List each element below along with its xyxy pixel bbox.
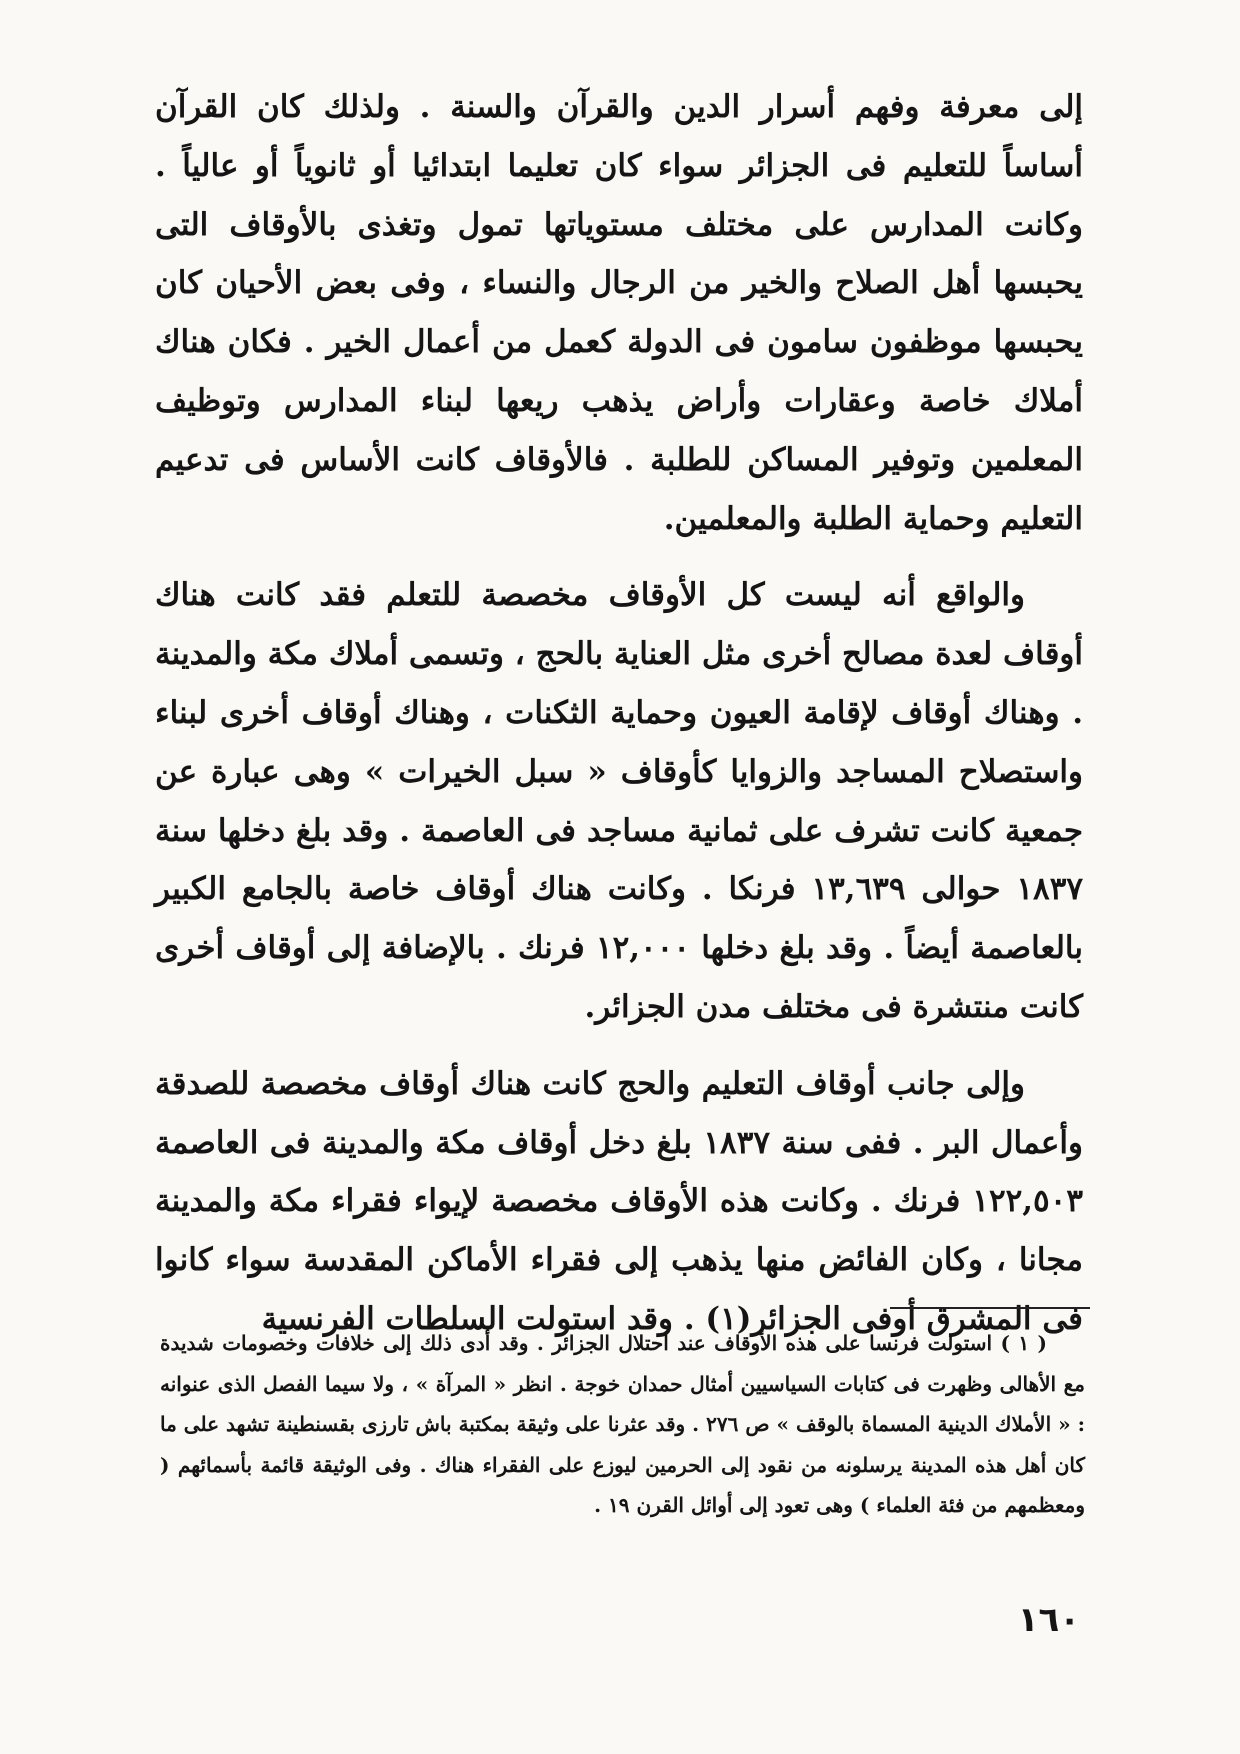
paragraph-1: إلى معرفة وفهم أسرار الدين والقرآن والسنة . ولذلك كان القرآن أساساً للتعليم فى الجزائر سواء كان تعليما ابتدائيا أو ثانوياً أو عالياً . وكانت المدارس على مختلف مستوياتها تمول وتغذى بالأوقاف التى يحبسها أهل الصلاح والخير من الرجال والنساء ، وفى بعض الأحيان كان يحبسها موظفون سامون فى الدولة كعمل من أعمال الخير . فكان هناك أملاك خاصة وعقارات وأراض يذهب ريعها لبناء المدارس وتوظيف المعلمين وتوفير المساكن للطلبة . فالأوقاف كانت الأساس فى تدعيم التعليم وحماية الطلبة والمعلمين. xyxy=(155,89,1083,537)
paragraph-2: والواقع أنه ليست كل الأوقاف مخصصة للتعلم فقد كانت هناك أوقاف لعدة مصالح أخرى مثل العناية بالحج ، وتسمى أملاك مكة والمدينة . وهناك أوقاف لإقامة العيون وحماية الثكنات ، وهناك أوقاف أخرى لبناء واستصلاح المساجد والزوايا كأوقاف « سبل الخيرات » وهى عبارة عن جمعية كانت تشرف على ثمانية مساجد فى العاصمة . وقد بلغ دخلها سنة ١٨٣٧ حوالى ١٣,٦٣٩ فرنكا . وكانت هناك أوقاف خاصة بالجامع الكبير بالعاصمة أيضاً . وقد بلغ دخلها ١٢,٠٠٠ فرنك . بالإضافة إلى أوقاف أخرى كانت منتشرة فى مختلف مدن الجزائر. xyxy=(155,577,1083,1025)
footnote-separator xyxy=(890,1307,1090,1309)
paragraph-3: وإلى جانب أوقاف التعليم والحج كانت هناك أوقاف مخصصة للصدقة وأعمال البر . ففى سنة ١٨٣٧ بلغ دخل أوقاف مكة والمدينة فى العاصمة ١٢٢,٥٠٣ فرنك . وكانت هذه الأوقاف مخصصة لإيواء فقراء مكة والمدينة مجانا ، وكان الفائض منها يذهب إلى فقراء الأماكن المقدسة سواء كانوا فى المشرق أوفى الجزائر(١) . وقد استولت السلطات الفرنسية xyxy=(155,1065,1084,1337)
footnote-text: ( ١ ) استولت فرنسا على هذه الأوقاف عند احتلال الجزائر . وقد أدى ذلك إلى خلافات وخصومات شديدة مع الأهالى وظهرت فى كتابات السياسيين أمثال حمدان خوجة . انظر « المرآة » ، ولا سيما الفصل الذى عنوانه : « الأملاك الدينية المسماة بالوقف » ص ٢٧٦ . وقد عثرنا على وثيقة بمكتبة باش تارزى بقسنطينة تشهد على ما كان أهل هذه المدينة يرسلونه من نقود إلى الحرمين ليوزع على الفقراء هناك . وفى الوثيقة قائمة بأسمائهم ( ومعظمهم من فئة العلماء ) وهى تعود إلى أوائل القرن ١٩ . xyxy=(160,1331,1085,1517)
footnote xyxy=(160,1323,1085,1526)
page-number: ١٦٠ xyxy=(1017,1600,1080,1640)
main-text xyxy=(155,78,1083,1349)
